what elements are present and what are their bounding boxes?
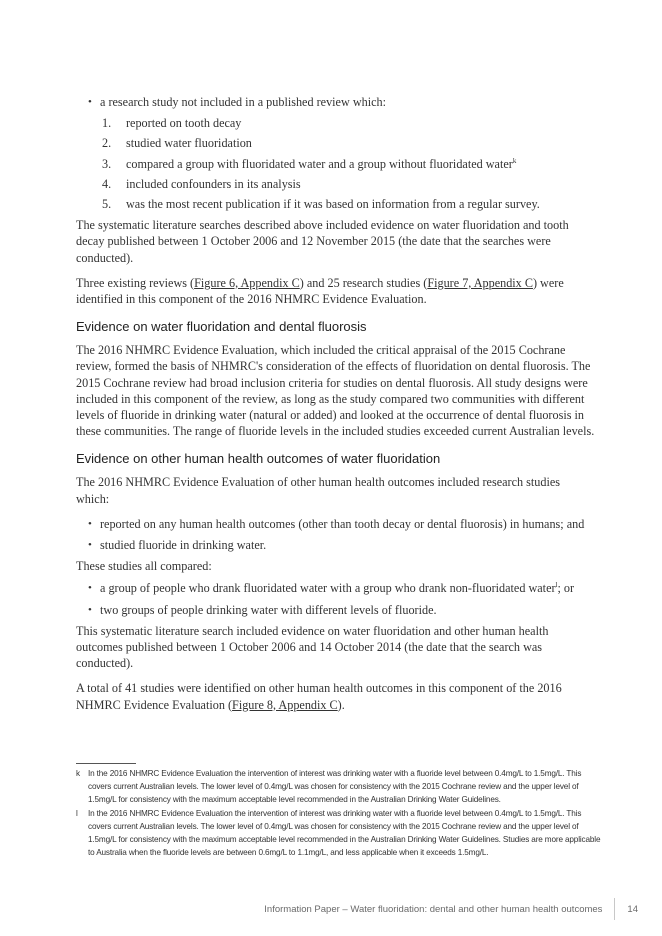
numbered-item: [102, 135, 596, 151]
bullet-text: [100, 580, 574, 596]
bullet-text: reported on any human health outcomes (other than tooth decay or dental fluorosis) in humans; and: [100, 516, 585, 531]
text-run: Three existing reviews (: [76, 275, 195, 290]
bullet-item: [88, 537, 596, 553]
footnote-mark: k: [76, 769, 80, 778]
footnote-divider: [76, 763, 136, 764]
bullet-icon: •: [88, 539, 92, 552]
paragraph: This systematic literature search included evidence on water fluoridation and other human health outcomes published between 1 October 2006 and 14 October 2014 (the date that the search was conducted).: [76, 623, 549, 671]
section-heading: Evidence on other human health outcomes of water fluoridation: [76, 451, 441, 467]
bullet-text: studied fluoride in drinking water.: [100, 538, 267, 553]
main-content: [76, 94, 596, 722]
item-text: [126, 156, 516, 172]
bullet-text-body: a group of people who drank fluoridated water with a group who drank non-fluoridated water: [100, 581, 556, 596]
bullet-icon: •: [88, 517, 92, 530]
footnote: [76, 808, 606, 859]
text-run: ) were identified in this component of the 2016 NHMRC Evidence Evaluation.: [76, 275, 564, 307]
item-number: 4.: [102, 176, 112, 191]
text-run: ) and 25 research studies (: [299, 275, 428, 290]
footnote-ref[interactable]: k: [512, 156, 517, 165]
footer-divider: [614, 898, 615, 920]
figure-6-link[interactable]: Figure 6, Appendix C: [194, 275, 300, 290]
footnotes: [76, 763, 606, 862]
item-number: 2.: [102, 136, 112, 151]
footnote: [76, 768, 606, 806]
bullet-text: two groups of people drinking water with different levels of fluoride.: [100, 602, 437, 617]
footnote-text: In the 2016 NHMRC Evidence Evaluation the intervention of interest was drinking water with a fluoride level between 0.4mg/L to 1.5mg/L. This covers current Australian levels. The lower level of 0.4mg/L was chosen for consistency with the 2015 Cochrane review and the upper level of 1.5mg/L for consistency with the maximum acceptable level recommended in the Australian Drinking Water Guidelines. Studies are more applicable to Australia when the fluoride levels are between 0.6mg/L to 1.1mg/L, and less applicable when it exceeds 1.5mg/L.: [88, 809, 601, 857]
numbered-item: [102, 196, 596, 212]
figure-7-link[interactable]: Figure 7, Appendix C: [427, 275, 533, 290]
numbered-item: [102, 156, 596, 172]
numbered-item: [102, 176, 596, 192]
page-number: 14: [627, 903, 638, 915]
bullet-item: [88, 602, 596, 618]
bullet-icon: •: [88, 603, 92, 616]
bullet-item: [88, 94, 596, 110]
bullet-item: [88, 580, 596, 596]
footer-title: Information Paper – Water fluoridation: dental and other human health outcomes: [264, 903, 603, 915]
text-run: A total of 41 studies were identified on other human health outcomes in this component of the 2016 NHMRC Evidence Evaluation (: [76, 681, 562, 712]
footnote-mark: l: [76, 809, 78, 819]
item-number: 1.: [102, 116, 112, 131]
bullet-icon: •: [88, 96, 92, 108]
figure-8-link[interactable]: Figure 8, Appendix C: [232, 697, 338, 712]
footnote-ref[interactable]: l: [555, 581, 558, 590]
numbered-list: [102, 115, 596, 212]
bullet-item: [88, 516, 596, 532]
paragraph: The 2016 NHMRC Evidence Evaluation of other human health outcomes included research studies which:: [76, 475, 560, 506]
item-number: 3.: [102, 156, 112, 171]
paragraph: These studies all compared:: [76, 559, 212, 574]
bullet-icon: •: [88, 582, 92, 595]
item-text: studied water fluoridation: [126, 136, 252, 151]
item-number: 5.: [102, 197, 112, 212]
item-text-body: compared a group with fluoridated water and a group without fluoridated water: [126, 156, 513, 171]
text-run: ).: [337, 697, 345, 712]
bullet-text: a research study not included in a published review which:: [100, 95, 386, 109]
paragraph: [76, 275, 596, 307]
page-footer: [264, 898, 638, 920]
item-text: was the most recent publication if it was based on information from a regular survey.: [126, 197, 540, 212]
section-heading: Evidence on water fluoridation and dental fluorosis: [76, 319, 367, 335]
footnote-text: In the 2016 NHMRC Evidence Evaluation the intervention of interest was drinking water with a fluoride level between 0.4mg/L to 1.5mg/L. This covers current Australian levels. The lower level of 0.4mg/L was chosen for consistency with the 2015 Cochrane review and the upper level of 1.5mg/L for consistency with the maximum acceptable level recommended in the Australian Drinking Water Guidelines.: [88, 769, 582, 804]
paragraph: [76, 680, 596, 712]
item-text: included confounders in its analysis: [126, 176, 301, 191]
bullet-text-tail: ; or: [557, 581, 575, 596]
numbered-item: [102, 115, 596, 131]
paragraph: The 2016 NHMRC Evidence Evaluation, which included the critical appraisal of the 2015 Cochrane review, formed the basis of NHMRC's consideration of the effects of fluoridation on dental fluorosis. The 2015 Cochrane review had broad inclusion criteria for studies on dental fluorosis. All study designs were included in this component of the review, as long as the study compared two communities with different levels of fluoride in drinking water (natural or added) and looked at the occurrence of dental fluorosis in these communities. The range of fluoride levels in the included studies exceeded current Australian levels.: [76, 343, 595, 439]
paragraph: The systematic literature searches described above included evidence on water fluoridation and tooth decay published between 1 October 2006 and 12 November 2015 (the date that the searches were conducted).: [76, 218, 569, 265]
item-text: reported on tooth decay: [126, 116, 242, 131]
